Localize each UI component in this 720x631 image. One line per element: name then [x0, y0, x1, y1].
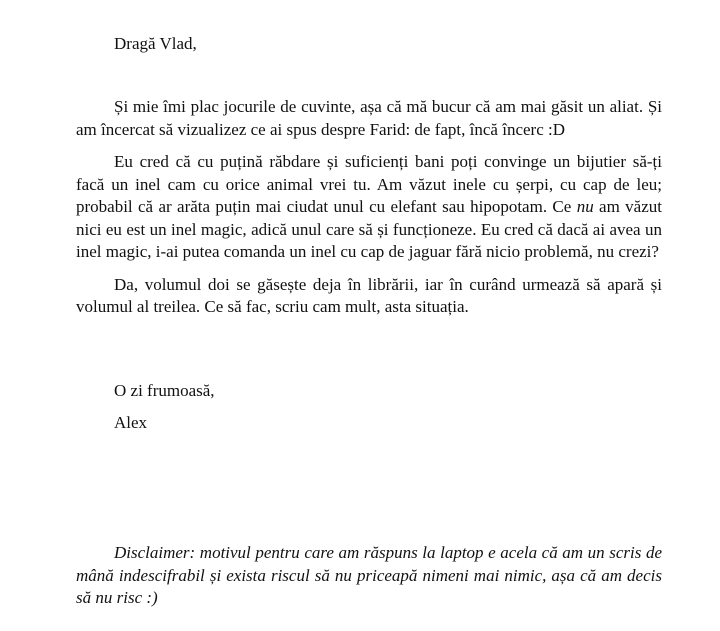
- paragraph-2-text-end: am văzut nici eu est un inel magic, adică unul care să și funcționeze. Eu cred că dacă ai avea un inel magic, i-ai putea comanda un inel cu cap de jaguar fără nicio problemă, nu crezi?: [76, 197, 662, 261]
- letter-paragraph-1: Și mie îmi plac jocurile de cuvinte, așa că mă bucur că am mai găsit un aliat. Și am încercat să vizualizez ce ai spus despre Farid: de fapt, încă încerc :D: [76, 97, 662, 139]
- paragraph-2-emphasis: nu: [576, 197, 594, 216]
- paragraph-2-text-start: Eu cred că cu puțină răbdare și suficienți bani poți convinge un bijutier să-ți facă un inel cam cu orice animal vrei tu. Am văzut inele cu șerpi, cu cap de leu; probabil că ar arăta puțin mai ciudat unul cu elefant sau hipopotam. Ce: [76, 152, 662, 216]
- letter-paragraph-3: Da, volumul doi se găsește deja în librării, iar în curând urmează să apară și volumul al treilea. Ce să fac, scriu cam mult, asta situația.: [76, 274, 662, 316]
- letter-disclaimer: Disclaimer: motivul pentru care am răspuns la laptop e acela că am un scris de mână indescifrabil și exista riscul să nu priceapă nimeni mai nimic, așa că am decis să nu risc :): [76, 543, 662, 607]
- letter-paragraph-2: [76, 151, 662, 264]
- letter-closing: O zi frumoasă,: [114, 381, 215, 400]
- letter-body: [76, 96, 662, 329]
- letter-greeting: Dragă Vlad,: [114, 34, 197, 53]
- letter-signature: Alex: [114, 413, 148, 432]
